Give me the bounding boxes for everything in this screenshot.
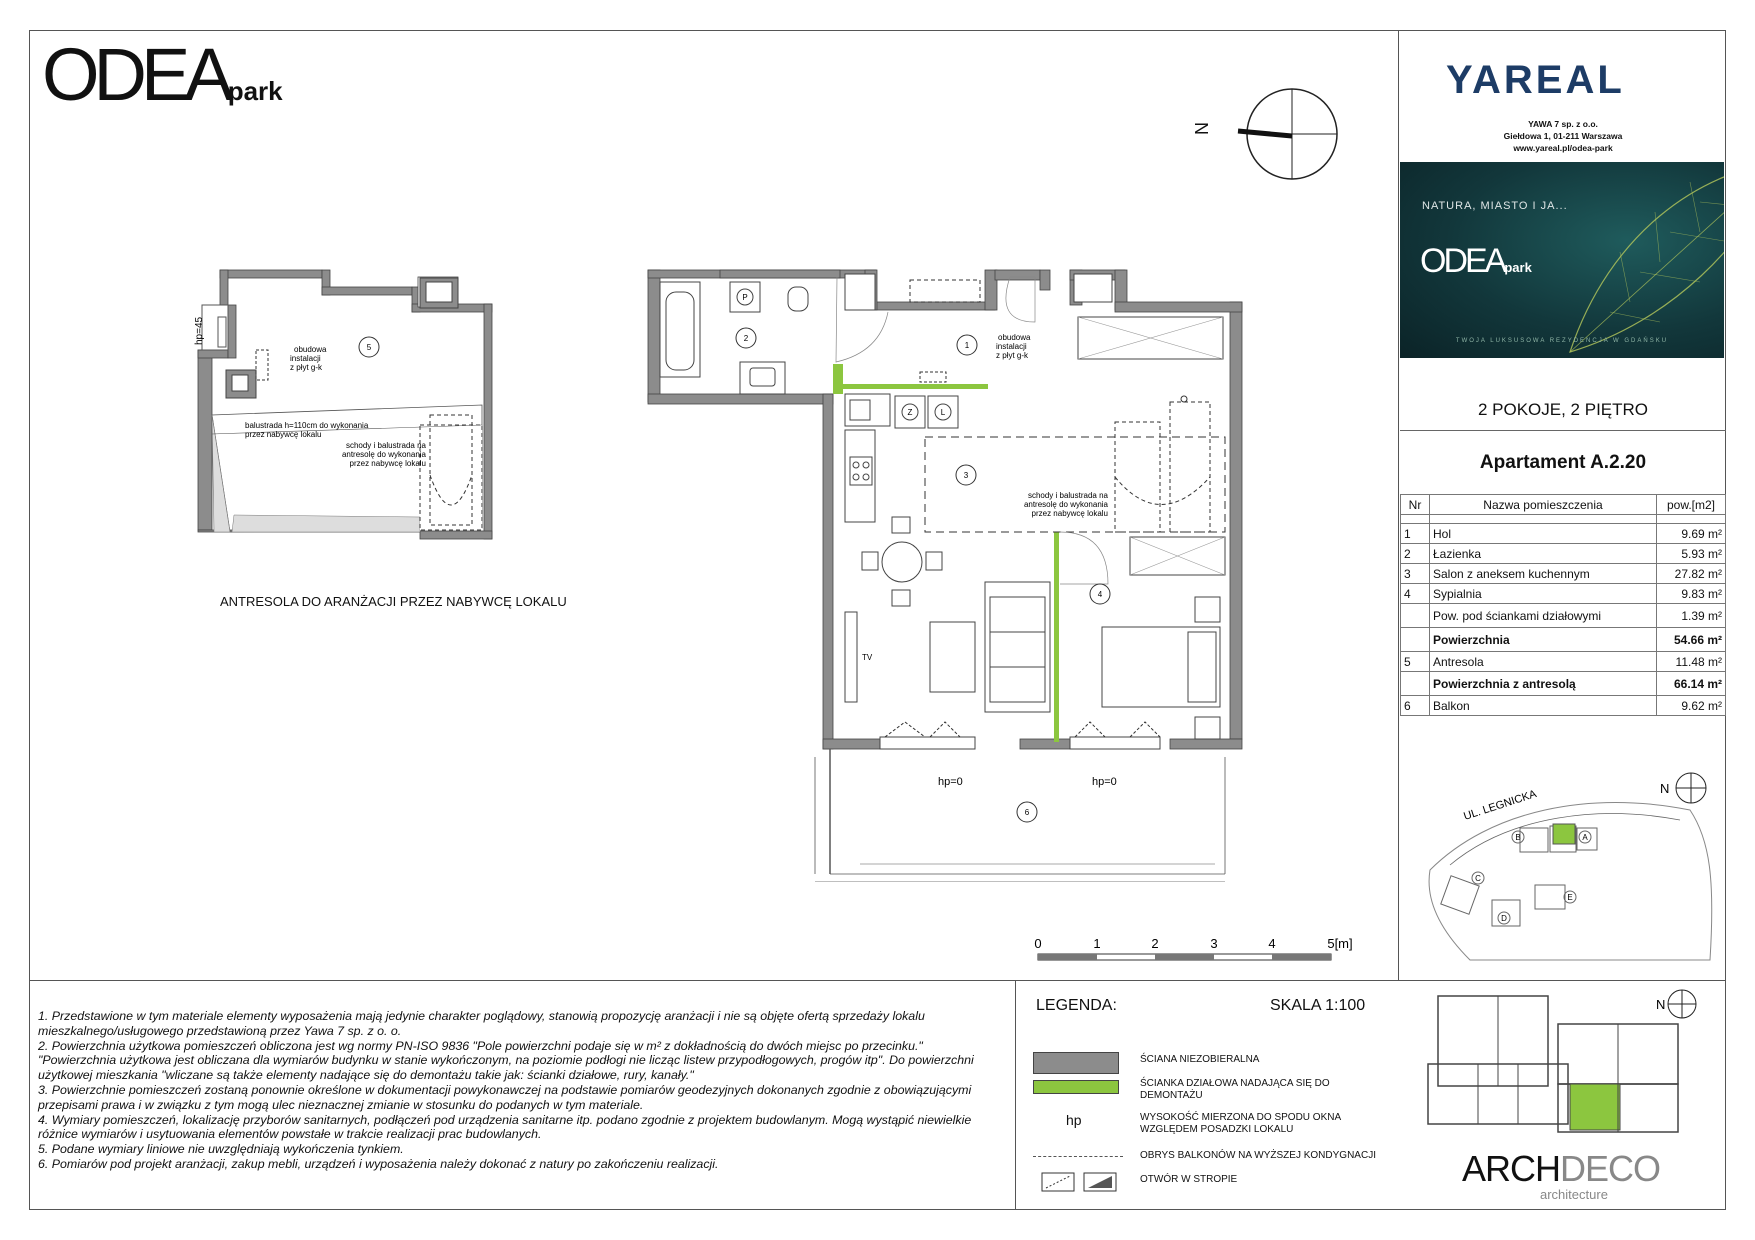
install-note: z płyt g-k <box>996 351 1029 360</box>
banner-tagline: NATURA, MIASTO I JA... <box>1422 200 1568 212</box>
washer-label: P <box>742 293 748 302</box>
hp-right-label: hp=0 <box>1092 776 1117 788</box>
odea-park-logo <box>42 33 283 116</box>
header-name: Nazwa pomieszczenia <box>1430 495 1657 515</box>
note-item: 1. Przedstawione w tym materiale elementy wyposażenia mają jedynie charakter poglądowy, stanowią propozycję aranżacji i nie są objęte ofertą sprzedaży lokalu mieszkalnego/usługowego przedstawioną przez Yawa 7 sp. z o. o. <box>38 1009 925 1038</box>
banner-footer: TWOJA LUKSUSOWA REZYDENCJA W GDAŃSKU <box>1455 338 1669 344</box>
mezz-balustrade-note: balustrada h=110cm do wykonania <box>245 421 369 430</box>
note-item: 5. Podane wymiary liniowe nie uwzględniają wykończenia tynkiem. <box>38 1142 404 1157</box>
mezz-stairs-note: przez nabywcę lokalu <box>349 459 426 468</box>
archdeco-light: DECO <box>1560 1148 1661 1189</box>
legend-label: OTWÓR W STROPIE <box>1140 1174 1238 1185</box>
floor-plan <box>640 262 1260 882</box>
mezzanine-plan <box>190 265 570 565</box>
stairs-note: schody i balustrada na <box>1027 491 1108 500</box>
scale-tick: 1 <box>1093 936 1101 951</box>
mezz-stairs-note: schody i balustrada na <box>345 441 426 450</box>
legend-opening-symbol <box>1040 1170 1120 1194</box>
table-row: 5 Antresola 11.48 m² <box>1401 652 1726 672</box>
site-north-label: N <box>1660 781 1670 796</box>
table-row: 4 Sypialnia 9.83 m² <box>1401 584 1726 604</box>
site-building-c: C <box>1475 874 1481 883</box>
mezzanine-caption: ANTRESOLA DO ARANŻACJI PRZEZ NABYWCĘ LOKALU <box>220 594 567 609</box>
north-compass <box>1190 76 1360 196</box>
note-item: 2. Powierzchnia użytkowa pomieszczeń obliczona jest wg normy PN-ISO 9836 "Pole powierzchni podaje się w m² z dokładnością do dwóch miejsc po przecinku." <box>38 1038 923 1053</box>
site-building-d: D <box>1501 914 1507 923</box>
archdeco-logo <box>1462 1148 1660 1190</box>
stairs-note: antresolę do wykonania <box>1023 500 1108 509</box>
table-row-total: Powierzchnia 54.66 m² <box>1401 628 1726 652</box>
banner-logo <box>1420 242 1532 281</box>
legend-balcony-outline <box>1033 1156 1123 1157</box>
table-row: 1 Hol 9.69 m² <box>1401 524 1726 544</box>
scale-tick: 3 <box>1210 936 1218 951</box>
yareal-logo: YAREAL <box>1446 58 1625 102</box>
scale-label: SKALA 1:100 <box>1270 997 1366 1014</box>
legend-label: OBRYS BALKONÓW NA WYŻSZEJ KONDYGNACJI <box>1140 1150 1376 1161</box>
mezz-install-note: obudowa <box>294 345 327 354</box>
room-number-balcony: 6 <box>1024 808 1030 817</box>
dishwasher-label: L <box>940 408 946 417</box>
banner-logo-main: ODEA <box>1420 242 1505 280</box>
company-website[interactable]: www.yareal.pl/odea-park <box>1513 143 1613 153</box>
mezz-stairs-note: antresolę do wykonania <box>341 450 426 459</box>
table-row: 3 Salon z aneksem kuchennym 27.82 m² <box>1401 564 1726 584</box>
legend-title: LEGENDA: <box>1036 997 1117 1014</box>
note-item: 4. Wymiary pomieszczeń, lokalizację przyborów sanitarnych, podłączeń pod urządzenia sanitarne itp. podano zgodnie z projektem budowlanym. Mogą wystąpić niewielkie różnice wymiarów i usytuowania elementów powstałe w trakcie realizacji prac budowlanych. <box>38 1112 972 1142</box>
legend-wall-swatch <box>1033 1052 1119 1074</box>
key-plan-north-label: N <box>1656 997 1666 1012</box>
scale-tick: 5[m] <box>1327 936 1353 951</box>
mezz-install-note: instalacji <box>290 354 321 363</box>
room-number-bedroom: 4 <box>1097 590 1103 599</box>
site-plan <box>1410 770 1726 970</box>
table-row-total: Powierzchnia z antresolą 66.14 m² <box>1401 672 1726 696</box>
note-item: 3. Powierzchnie pomieszczeń zostaną ponownie określone w dokumentacji powykonawczej na podstawie pomiarów geodezyjnych dokonanych zgodnie z obowiązującymi przepisami prawa i w związku z tym mogą ulec nieznacznej zmianie w stosunku do podanych w tym materiale. <box>38 1082 972 1112</box>
archdeco-main: ARCH <box>1462 1148 1561 1189</box>
archdeco-tagline: architecture <box>1540 1187 1608 1202</box>
scale-tick: 4 <box>1268 936 1276 951</box>
site-building-b: B <box>1515 833 1521 842</box>
promo-banner <box>1400 162 1724 358</box>
banner-logo-sub: park <box>1504 260 1532 275</box>
mezz-hp-label: hp=45 <box>194 316 205 345</box>
table-header-row <box>1401 495 1726 515</box>
company-address: Giełdowa 1, 01-211 Warszawa <box>1503 131 1623 141</box>
header-area: pow.[m2] <box>1657 495 1726 515</box>
note-item: 6. Pomiarów pod projekt aranżacji, zakup mebli, urządzeń i wyposażenia należy dokonać z natury po zakończeniu realizacji. <box>38 1156 719 1171</box>
install-note: instalacji <box>996 342 1027 351</box>
legend-label: WYSOKOŚĆ MIERZONA DO SPODU OKNA WZGLĘDEM POSADZKI LOKALU <box>1140 1112 1341 1135</box>
building-key-plan <box>1398 984 1723 1134</box>
tv-label: TV <box>862 653 873 662</box>
table-row: 6 Balkon 9.62 m² <box>1401 696 1726 716</box>
install-note: obudowa <box>998 333 1031 342</box>
mezz-install-note: z płyt g-k <box>290 363 323 372</box>
legend-partition-swatch <box>1033 1080 1119 1094</box>
site-building-a: A <box>1582 833 1588 842</box>
room-table <box>1400 494 1726 716</box>
scale-tick: 2 <box>1151 936 1159 951</box>
logo-sub-text: park <box>227 76 283 106</box>
divider <box>1400 430 1726 431</box>
note-item: "Powierzchnia użytkowa jest obliczana dla wymiarów budynku w stanie wykończonym, na poziomie podłogi nie licząc listew przypodłogowych, progów itp". Do powierzchni użytkowej mieszkania "wliczane są także elementy nadające się do demontażu takie jak: ścianki działowe, rury, kanały." <box>38 1053 974 1083</box>
street-name: UL. LEGNICKA <box>1462 788 1539 823</box>
company-name: YAWA 7 sp. z o.o. <box>1528 119 1598 129</box>
room-number-bathroom: 2 <box>743 334 749 343</box>
legend-divider <box>1015 980 1016 1210</box>
scale-bar <box>1030 932 1370 972</box>
mezz-room-number: 5 <box>366 343 372 352</box>
logo-main-text: ODEA <box>42 33 228 116</box>
table-row: 2 Łazienka 5.93 m² <box>1401 544 1726 564</box>
leaf-illustration <box>1550 162 1724 358</box>
legend-label: ŚCIANA NIEZOBIERALNA <box>1140 1054 1260 1065</box>
room-number-hol: 1 <box>964 341 970 350</box>
scale-tick: 0 <box>1034 936 1042 951</box>
disclaimer-notes <box>38 1009 1013 1172</box>
hp-left-label: hp=0 <box>938 776 963 788</box>
site-building-e: E <box>1567 893 1573 902</box>
mezz-balustrade-note: przez nabywcę lokalu <box>245 430 322 439</box>
north-label: N <box>1192 122 1212 135</box>
apartment-summary: 2 POKOJE, 2 PIĘTRO <box>1477 400 1649 419</box>
table-row: Pow. pod ściankami działowymi 1.39 m² <box>1401 604 1726 628</box>
stairs-note: przez nabywcę lokalu <box>1031 509 1108 518</box>
fridge-label: Z <box>907 408 913 417</box>
legend-label: ŚCIANKA DZIAŁOWA NADAJĄCA SIĘ DO DEMONTAŻU <box>1140 1078 1330 1101</box>
legend-hp-symbol: hp <box>1066 1112 1082 1128</box>
header-nr: Nr <box>1401 495 1430 515</box>
company-info <box>1400 118 1726 154</box>
room-number-salon: 3 <box>963 471 969 480</box>
apartment-title: Apartament A.2.20 <box>1479 452 1647 473</box>
